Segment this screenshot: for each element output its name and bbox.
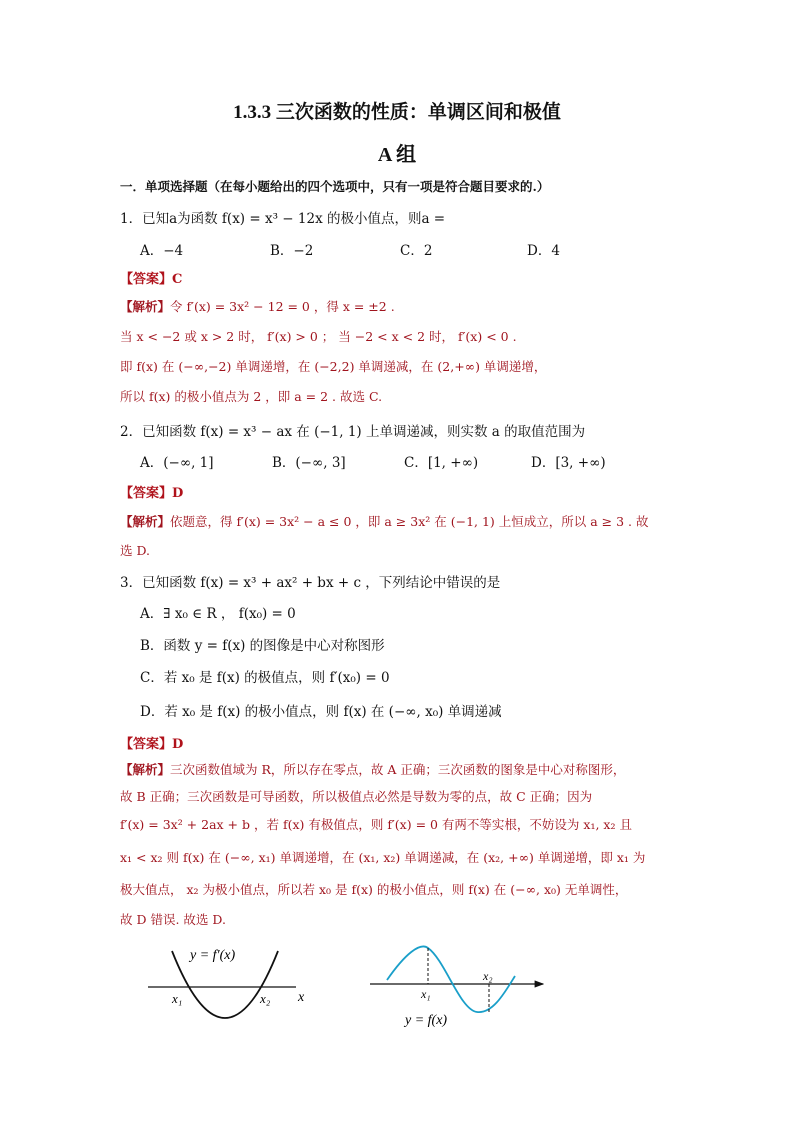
- section-header: 一．单项选择题（在每小题给出的四个选项中，只有一项是符合题目要求的.）: [120, 179, 550, 194]
- question-2-option-c: C．[1, +∞): [404, 455, 479, 471]
- question-3-option-b: B．函数 y = f(x) 的图像是中心对称图形: [140, 638, 385, 654]
- question-1-option-c: C．2: [400, 243, 433, 259]
- question-1-explanation-line: 即 f(x) 在 (−∞,−2) 单调递增，在 (−2,2) 单调递减，在 (2,+∞) 单调递增，: [120, 359, 547, 374]
- question-2-answer: 【答案】D: [120, 486, 184, 501]
- question-3-explanation-line: [120, 760, 625, 778]
- question-2-explanation-line: 选 D.: [120, 543, 151, 558]
- question-2-option-b: B．(−∞, 3]: [272, 455, 346, 471]
- question-3-explanation-line: 故 D 错误. 故选 D.: [120, 912, 226, 927]
- question-3-explanation-line: f′(x) = 3x² + 2ax + b ，若 f(x) 有极值点，则 f′(x) = 0 有两不等实根，不妨设为 x₁, x₂ 且: [120, 817, 632, 832]
- explanation-text: 三次函数值域为 R，所以存在零点，故 A 正确；三次函数的图象是中心对称图形，: [170, 762, 626, 777]
- x1-label: x₁: [172, 991, 183, 1006]
- question-1-answer: 【答案】C: [120, 272, 183, 287]
- question-3-explanation-line: 故 B 正确；三次函数是可导函数，所以极值点必然是导数为零的点，故 C 正确；因为: [120, 789, 593, 804]
- question-1-explanation-line: 所以 f(x) 的极小值点为 2 ，即 a = 2 . 故选 C.: [120, 389, 383, 404]
- question-1-explanation-line: 当 x < −2 或 x > 2 时， f′(x) > 0 ； 当 −2 < x < 2 时， f′(x) < 0 .: [120, 329, 517, 344]
- page-title: 1.3.3 三次函数的性质：单调区间和极值: [233, 102, 561, 123]
- x1-label: x₁: [421, 987, 431, 1001]
- derivative-graph: [140, 935, 320, 1035]
- explanation-label: 【解析】: [120, 762, 171, 777]
- x-axis-label: x: [298, 990, 305, 1005]
- cubic-curve: [387, 946, 515, 1012]
- explanation-label: 【解析】: [120, 299, 171, 314]
- x2-label: x₂: [260, 991, 271, 1006]
- x2-label: x₂: [483, 969, 493, 983]
- function-graph: [365, 940, 555, 1030]
- explanation-label: 【解析】: [120, 514, 171, 529]
- question-2-explanation-line: [120, 512, 649, 530]
- question-3-option-d: D．若 x₀ 是 f(x) 的极小值点，则 f(x) 在 (−∞, x₀) 单调递减: [140, 704, 502, 720]
- question-2-stem: 2．已知函数 f(x) = x³ − ax 在 (−1, 1) 上单调递减，则实数 a 的取值范围为: [120, 424, 586, 440]
- question-1-option-d: D．4: [527, 243, 560, 259]
- question-1-option-b: B．−2: [270, 243, 314, 259]
- explanation-text: 依题意，得 f′(x) = 3x² − a ≤ 0 ，即 a ≥ 3x² 在 (−1, 1) 上恒成立，所以 a ≥ 3 . 故: [170, 514, 649, 529]
- question-3-answer: 【答案】D: [120, 737, 184, 752]
- question-3-stem: 3．已知函数 f(x) = x³ + ax² + bx + c ，下列结论中错误的是: [120, 575, 501, 591]
- question-3-option-a: A．∃ x₀ ∈ R ， f(x₀) = 0: [140, 606, 296, 622]
- question-3-explanation-line: x₁ < x₂ 则 f(x) 在 (−∞, x₁) 单调递增，在 (x₁, x₂) 单调递减，在 (x₂, +∞) 单调递增，即 x₁ 为: [120, 850, 646, 865]
- group-heading: A 组: [377, 144, 417, 166]
- question-2-option-a: A．(−∞, 1]: [140, 455, 214, 471]
- question-1-explanation-line: [120, 297, 395, 315]
- curve-label: y = f′(x): [190, 948, 236, 963]
- question-3-option-c: C．若 x₀ 是 f(x) 的极值点，则 f′(x₀) = 0: [140, 670, 390, 686]
- question-2-option-d: D．[3, +∞): [531, 455, 606, 471]
- question-1-stem: 1．已知a为函数 f(x) = x³ − 12x 的极小值点，则a =: [120, 211, 446, 227]
- question-1-option-a: A．−4: [140, 243, 184, 259]
- explanation-text: 令 f′(x) = 3x² − 12 = 0 ，得 x = ±2 .: [170, 299, 395, 314]
- question-3-explanation-line: 极大值点， x₂ 为极小值点，所以若 x₀ 是 f(x) 的极小值点，则 f(x) 在 (−∞, x₀) 无单调性，: [120, 882, 628, 897]
- curve-label: y = f(x): [405, 1013, 448, 1028]
